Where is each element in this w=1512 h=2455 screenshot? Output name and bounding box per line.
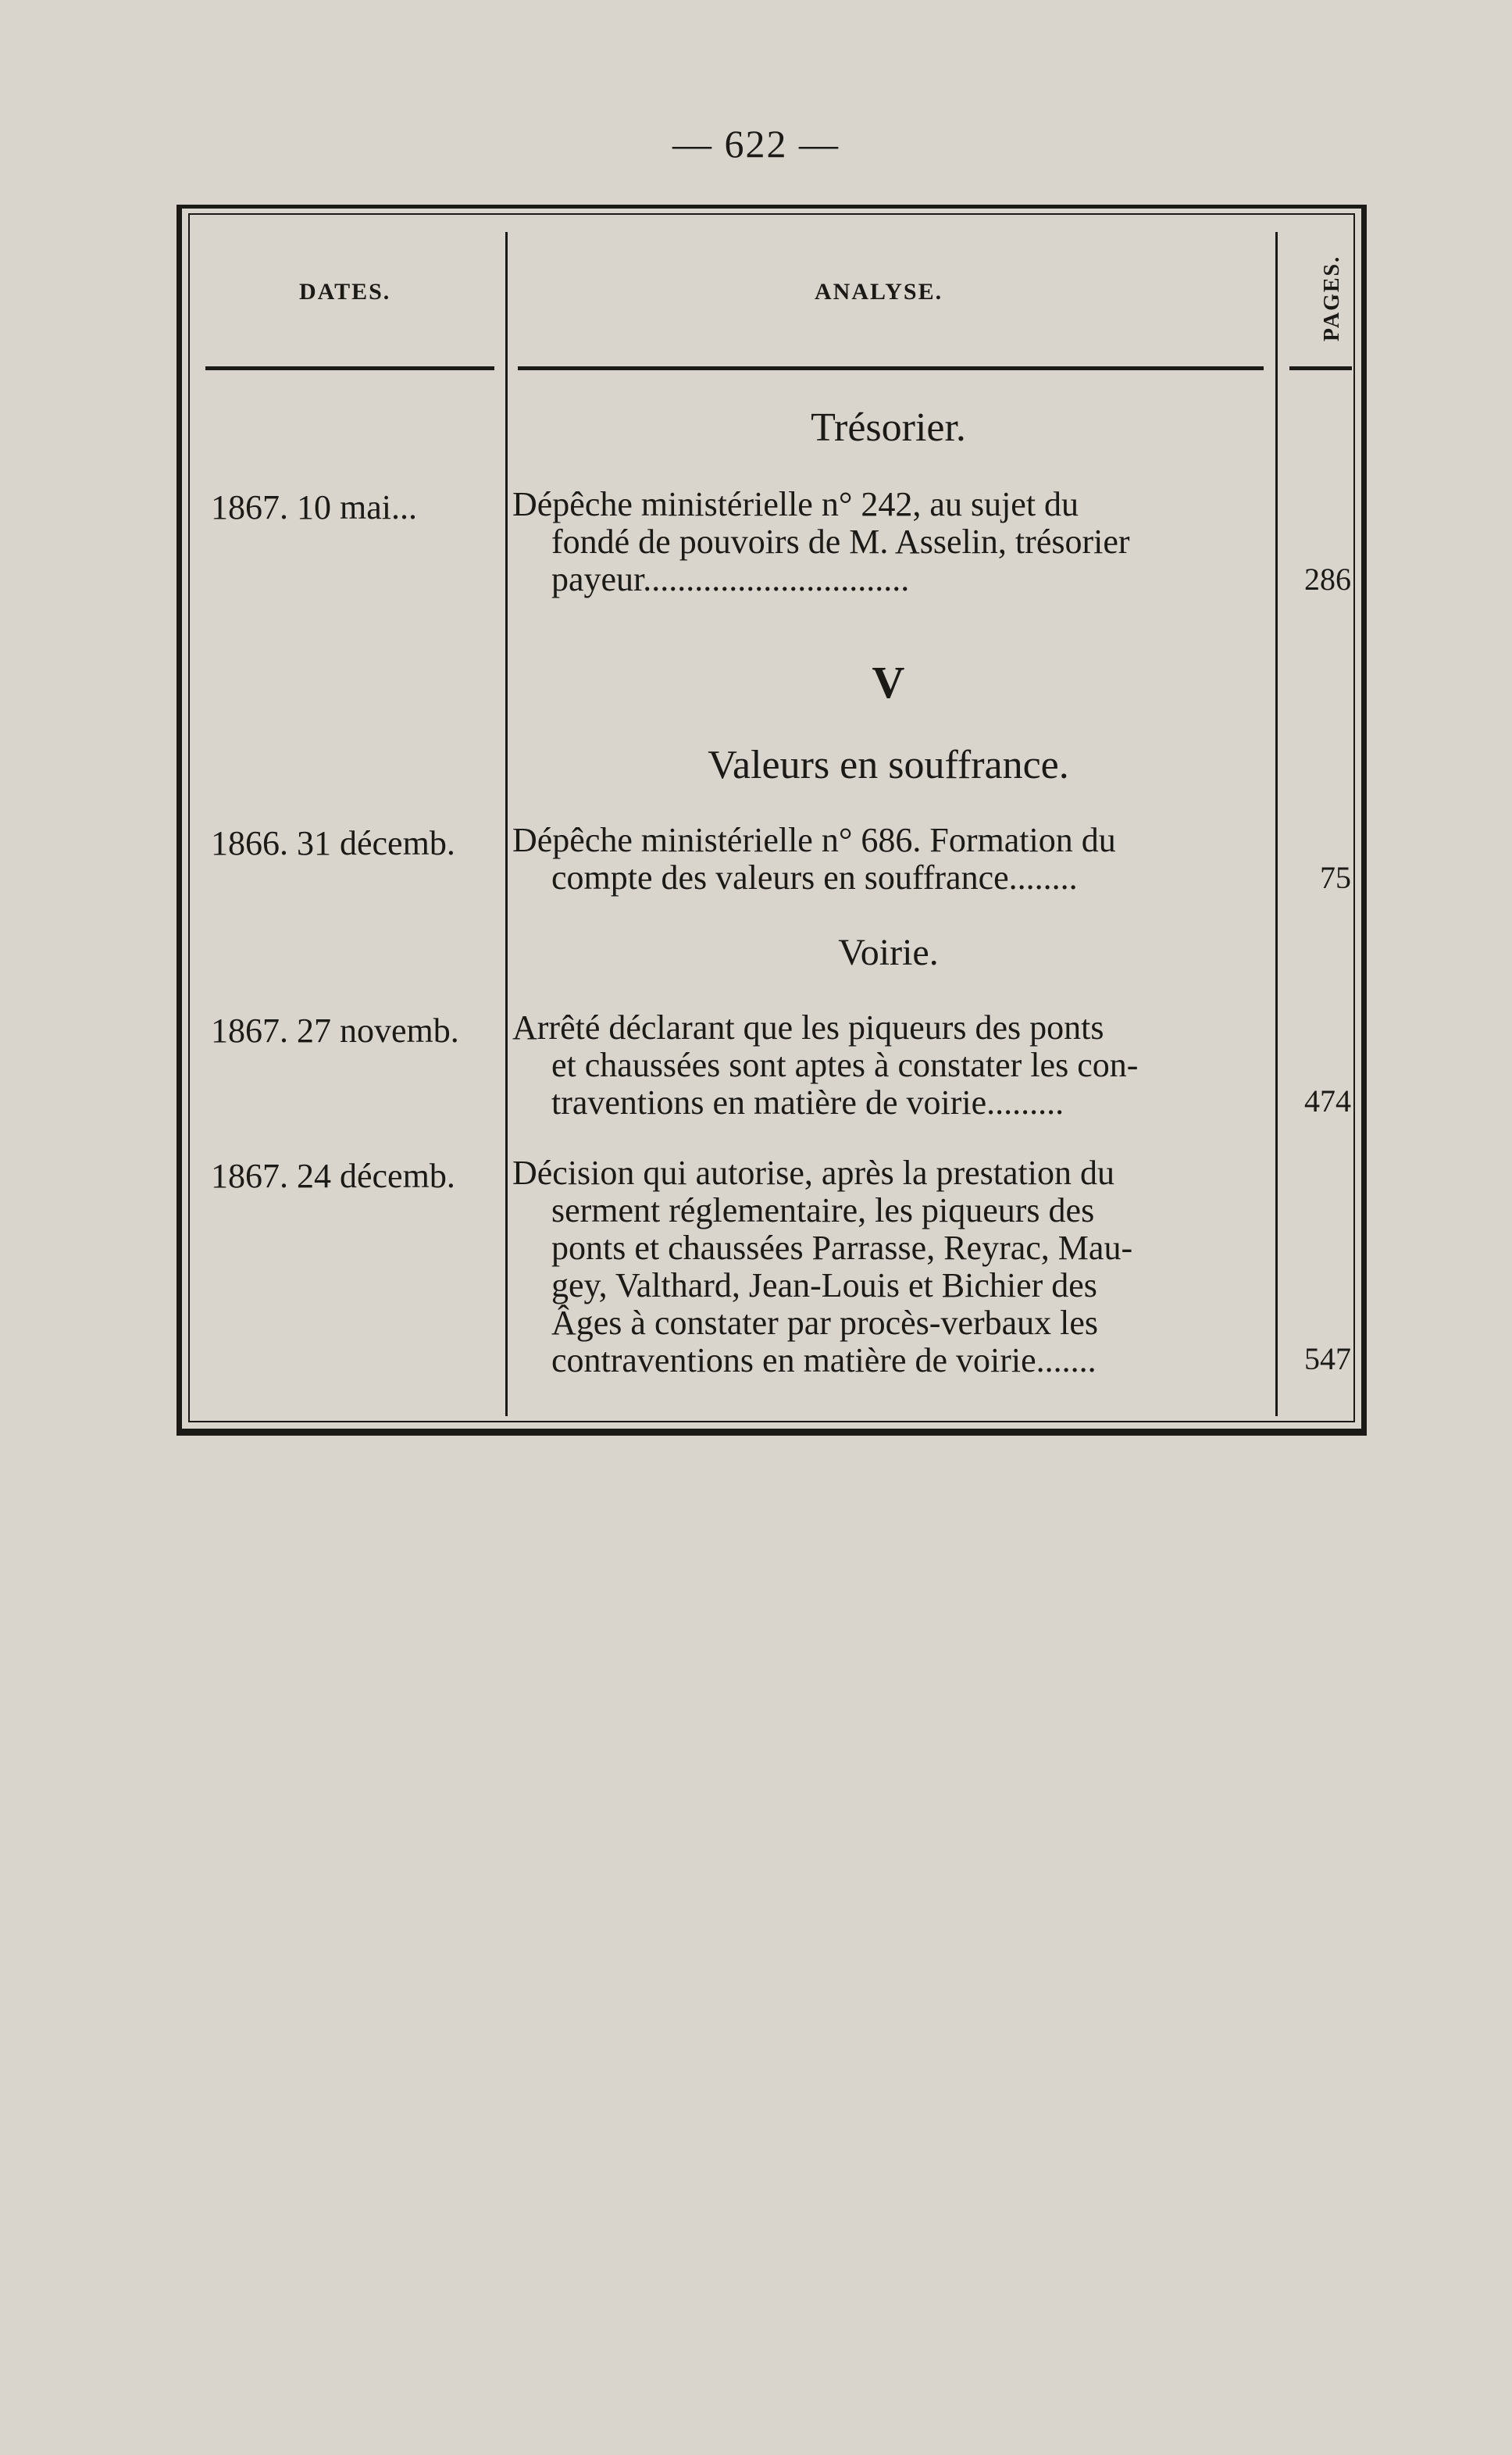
- page-reference: 547: [1304, 1341, 1351, 1376]
- entry-text: [512, 822, 1268, 897]
- entry-line: payeur...............................: [551, 560, 910, 598]
- entry-line: Dépêche ministérielle n° 242, au sujet du: [512, 485, 1079, 523]
- page-reference: 75: [1320, 860, 1351, 895]
- header-rule-dates: [205, 366, 494, 370]
- entry-line: gey, Valthard, Jean-Louis et Bichier des: [551, 1266, 1097, 1304]
- section-letter-v: V: [872, 657, 905, 708]
- page-reference: 286: [1304, 562, 1351, 597]
- entry-date: 1867. 27 novemb.: [211, 1012, 459, 1050]
- header-rule-analyse: [518, 366, 1264, 370]
- entry-line: Âges à constater par procès-verbaux les: [551, 1304, 1099, 1342]
- entry-line: contraventions en matière de voirie.......: [551, 1341, 1097, 1379]
- entry-line: traventions en matière de voirie.........: [551, 1083, 1064, 1122]
- header-pages: PAGES.: [1320, 255, 1344, 342]
- entry-text: [512, 1154, 1268, 1379]
- header-analyse: ANALYSE.: [815, 279, 943, 305]
- column-divider-pages: [1275, 232, 1278, 1416]
- entry-line: Dépêche ministérielle n° 686. Formation du: [512, 821, 1116, 859]
- section-heading-valeurs: Valeurs en souffrance.: [708, 743, 1069, 787]
- page-reference: 474: [1304, 1083, 1351, 1119]
- entry-line: et chaussées sont aptes à constater les con-: [551, 1046, 1139, 1084]
- entry-date: 1867. 24 décemb.: [211, 1157, 455, 1195]
- page-number: — 622 —: [672, 122, 840, 166]
- entry-text: [512, 1009, 1268, 1122]
- section-heading-tresorier: Trésorier.: [811, 405, 966, 450]
- entry-date: 1867. 10 mai...: [211, 488, 417, 526]
- header-rule-pages: [1289, 366, 1352, 370]
- entry-text: [512, 486, 1268, 598]
- entry-line: ponts et chaussées Parrasse, Reyrac, Mau-: [551, 1229, 1133, 1267]
- entry-line: Décision qui autorise, après la prestation du: [512, 1154, 1115, 1192]
- entry-line: Arrêté déclarant que les piqueurs des ponts: [512, 1008, 1104, 1047]
- entry-date: 1866. 31 décemb.: [211, 824, 455, 862]
- header-dates: DATES.: [299, 279, 391, 305]
- entry-line: serment réglementaire, les piqueurs des: [551, 1191, 1095, 1229]
- entry-line: compte des valeurs en souffrance........: [551, 858, 1078, 897]
- entry-line: fondé de pouvoirs de M. Asselin, trésorier: [551, 523, 1130, 561]
- section-heading-voirie: Voirie.: [838, 932, 939, 973]
